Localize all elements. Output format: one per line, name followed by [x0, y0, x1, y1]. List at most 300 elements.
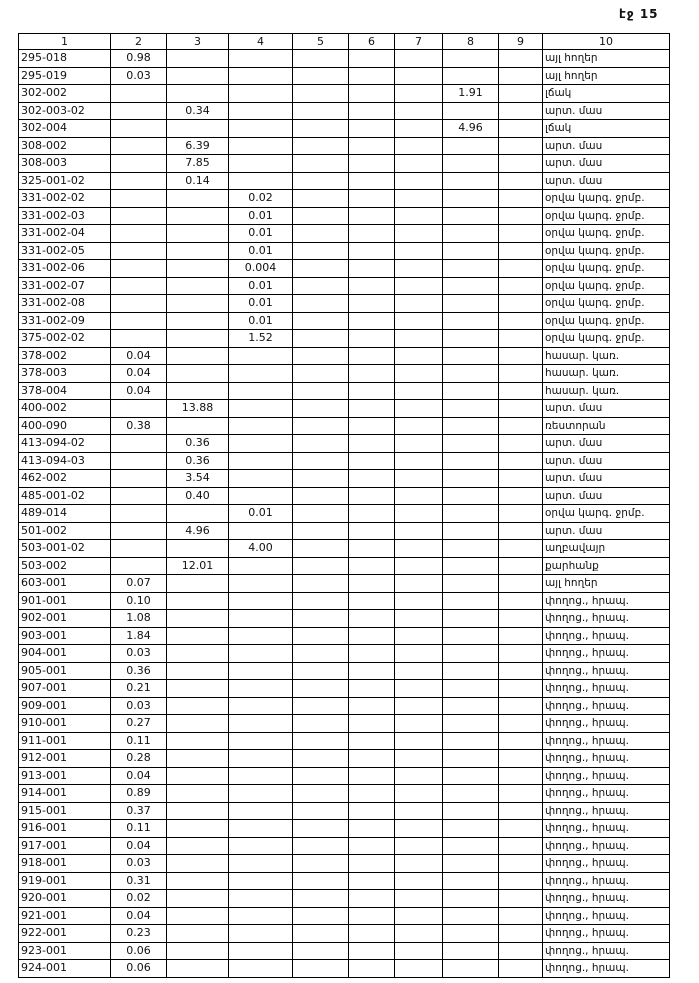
empty-cell-col7: [395, 295, 443, 313]
table-row: [19, 785, 670, 803]
empty-cell-col9: [499, 575, 543, 593]
value-cell-col3: 0.36: [167, 435, 229, 453]
value-cell-col3: [167, 417, 229, 435]
parcel-code-cell: 400-002: [19, 400, 111, 418]
value-cell-col8: [443, 855, 499, 873]
parcel-code-cell: 913-001: [19, 767, 111, 785]
empty-cell-col7: [395, 330, 443, 348]
value-cell-col3: 4.96: [167, 522, 229, 540]
empty-cell-col9: [499, 242, 543, 260]
empty-cell-col9: [499, 260, 543, 278]
table-row: [19, 85, 670, 103]
value-cell-col4: [229, 662, 293, 680]
value-cell-col3: [167, 837, 229, 855]
value-cell-col3: [167, 50, 229, 68]
empty-cell-col6: [349, 242, 395, 260]
parcel-code-cell: 331-002-03: [19, 207, 111, 225]
empty-cell-col7: [395, 120, 443, 138]
value-cell-col2: 0.31: [111, 872, 167, 890]
value-cell-col4: [229, 50, 293, 68]
value-cell-col8: [443, 627, 499, 645]
table-row: [19, 592, 670, 610]
empty-cell-col5: [293, 120, 349, 138]
empty-cell-col6: [349, 907, 395, 925]
value-cell-col2: [111, 277, 167, 295]
value-cell-col4: [229, 400, 293, 418]
value-cell-col8: [443, 715, 499, 733]
value-cell-col4: [229, 890, 293, 908]
value-cell-col3: [167, 890, 229, 908]
table-row: [19, 750, 670, 768]
value-cell-col8: [443, 802, 499, 820]
empty-cell-col9: [499, 557, 543, 575]
table-row: [19, 365, 670, 383]
value-cell-col4: [229, 610, 293, 628]
value-cell-col4: [229, 750, 293, 768]
parcel-code-cell: 302-004: [19, 120, 111, 138]
value-cell-col4: [229, 365, 293, 383]
value-cell-col2: 0.04: [111, 837, 167, 855]
parcel-code-cell: 603-001: [19, 575, 111, 593]
empty-cell-col5: [293, 260, 349, 278]
empty-cell-col5: [293, 680, 349, 698]
land-use-cell: փողոց., հրապ.: [543, 697, 670, 715]
value-cell-col4: 0.01: [229, 312, 293, 330]
empty-cell-col5: [293, 137, 349, 155]
empty-cell-col5: [293, 715, 349, 733]
value-cell-col2: 0.03: [111, 855, 167, 873]
land-use-cell: փողոց., հրապ.: [543, 872, 670, 890]
value-cell-col2: 0.04: [111, 382, 167, 400]
value-cell-col4: [229, 627, 293, 645]
value-cell-col3: [167, 872, 229, 890]
land-ledger-table: [18, 33, 670, 978]
value-cell-col3: [167, 715, 229, 733]
empty-cell-col6: [349, 50, 395, 68]
value-cell-col3: [167, 382, 229, 400]
empty-cell-col5: [293, 295, 349, 313]
value-cell-col2: [111, 207, 167, 225]
empty-cell-col9: [499, 645, 543, 663]
value-cell-col8: [443, 767, 499, 785]
parcel-code-cell: 378-004: [19, 382, 111, 400]
value-cell-col4: [229, 102, 293, 120]
table-row: [19, 452, 670, 470]
parcel-code-cell: 302-002: [19, 85, 111, 103]
empty-cell-col9: [499, 540, 543, 558]
value-cell-col8: [443, 610, 499, 628]
table-row: [19, 50, 670, 68]
empty-cell-col6: [349, 662, 395, 680]
value-cell-col2: 0.04: [111, 365, 167, 383]
empty-cell-col9: [499, 907, 543, 925]
empty-cell-col7: [395, 505, 443, 523]
value-cell-col2: [111, 260, 167, 278]
value-cell-col8: [443, 452, 499, 470]
empty-cell-col9: [499, 330, 543, 348]
value-cell-col8: [443, 260, 499, 278]
value-cell-col8: [443, 732, 499, 750]
parcel-code-cell: 904-001: [19, 645, 111, 663]
empty-cell-col6: [349, 750, 395, 768]
land-use-cell: օրվա կարգ. ջրմբ.: [543, 225, 670, 243]
value-cell-col4: [229, 855, 293, 873]
value-cell-col8: [443, 312, 499, 330]
land-use-cell: օրվա կարգ. ջրմբ.: [543, 295, 670, 313]
empty-cell-col9: [499, 400, 543, 418]
land-use-cell: օրվա կարգ. ջրմբ.: [543, 312, 670, 330]
value-cell-col2: 0.37: [111, 802, 167, 820]
empty-cell-col9: [499, 715, 543, 733]
empty-cell-col7: [395, 207, 443, 225]
value-cell-col2: [111, 242, 167, 260]
empty-cell-col6: [349, 645, 395, 663]
empty-cell-col6: [349, 540, 395, 558]
empty-cell-col5: [293, 505, 349, 523]
empty-cell-col6: [349, 172, 395, 190]
empty-cell-col5: [293, 837, 349, 855]
empty-cell-col6: [349, 680, 395, 698]
land-use-cell: այլ հողեր: [543, 50, 670, 68]
value-cell-col2: [111, 522, 167, 540]
land-use-cell: փողոց., հրապ.: [543, 960, 670, 978]
value-cell-col3: [167, 277, 229, 295]
empty-cell-col5: [293, 155, 349, 173]
empty-cell-col5: [293, 400, 349, 418]
table-row: [19, 557, 670, 575]
land-use-cell: օրվա կարգ. ջրմբ.: [543, 330, 670, 348]
value-cell-col4: [229, 452, 293, 470]
value-cell-col4: [229, 522, 293, 540]
empty-cell-col7: [395, 785, 443, 803]
value-cell-col2: [111, 470, 167, 488]
parcel-code-cell: 325-001-02: [19, 172, 111, 190]
empty-cell-col6: [349, 960, 395, 978]
value-cell-col4: [229, 960, 293, 978]
empty-cell-col9: [499, 417, 543, 435]
empty-cell-col6: [349, 610, 395, 628]
table-row: [19, 67, 670, 85]
value-cell-col2: [111, 312, 167, 330]
table-row: [19, 120, 670, 138]
empty-cell-col5: [293, 470, 349, 488]
empty-cell-col7: [395, 312, 443, 330]
land-use-cell: հասար. կառ.: [543, 382, 670, 400]
table-row: [19, 382, 670, 400]
parcel-code-cell: 921-001: [19, 907, 111, 925]
empty-cell-col7: [395, 680, 443, 698]
empty-cell-col7: [395, 802, 443, 820]
land-use-cell: փողոց., հրապ.: [543, 820, 670, 838]
empty-cell-col5: [293, 942, 349, 960]
value-cell-col8: [443, 155, 499, 173]
parcel-code-cell: 905-001: [19, 662, 111, 680]
land-use-cell: փողոց., հրապ.: [543, 715, 670, 733]
land-use-cell: փողոց., հրապ.: [543, 907, 670, 925]
value-cell-col4: [229, 785, 293, 803]
empty-cell-col5: [293, 697, 349, 715]
value-cell-col8: [443, 750, 499, 768]
table-row: [19, 575, 670, 593]
parcel-code-cell: 375-002-02: [19, 330, 111, 348]
land-use-cell: արտ. մաս: [543, 172, 670, 190]
empty-cell-col7: [395, 400, 443, 418]
land-use-cell: արտ. մաս: [543, 487, 670, 505]
parcel-code-cell: 503-002: [19, 557, 111, 575]
value-cell-col3: [167, 645, 229, 663]
value-cell-col3: [167, 767, 229, 785]
value-cell-col2: 0.07: [111, 575, 167, 593]
empty-cell-col6: [349, 505, 395, 523]
value-cell-col4: [229, 487, 293, 505]
value-cell-col4: [229, 592, 293, 610]
table-row: [19, 330, 670, 348]
value-cell-col8: [443, 225, 499, 243]
empty-cell-col5: [293, 522, 349, 540]
land-use-cell: արտ. մաս: [543, 435, 670, 453]
value-cell-col8: [443, 190, 499, 208]
table-row: [19, 837, 670, 855]
empty-cell-col5: [293, 277, 349, 295]
empty-cell-col9: [499, 85, 543, 103]
land-use-cell: փողոց., հրապ.: [543, 680, 670, 698]
table-row: [19, 872, 670, 890]
table-row: [19, 277, 670, 295]
empty-cell-col6: [349, 627, 395, 645]
empty-cell-col7: [395, 925, 443, 943]
value-cell-col8: [443, 382, 499, 400]
value-cell-col2: 0.11: [111, 732, 167, 750]
empty-cell-col9: [499, 942, 543, 960]
land-use-cell: հասար. կառ.: [543, 365, 670, 383]
empty-cell-col7: [395, 137, 443, 155]
land-use-cell: փողոց., հրապ.: [543, 925, 670, 943]
empty-cell-col9: [499, 662, 543, 680]
empty-cell-col6: [349, 697, 395, 715]
empty-cell-col5: [293, 50, 349, 68]
column-header: 8: [443, 34, 499, 50]
value-cell-col2: 0.04: [111, 907, 167, 925]
value-cell-col3: [167, 627, 229, 645]
land-use-cell: փողոց., հրապ.: [543, 802, 670, 820]
value-cell-col8: [443, 592, 499, 610]
value-cell-col4: 0.004: [229, 260, 293, 278]
empty-cell-col6: [349, 767, 395, 785]
table-row: [19, 435, 670, 453]
value-cell-col4: [229, 347, 293, 365]
empty-cell-col5: [293, 330, 349, 348]
empty-cell-col6: [349, 942, 395, 960]
value-cell-col3: [167, 260, 229, 278]
value-cell-col8: [443, 960, 499, 978]
empty-cell-col5: [293, 732, 349, 750]
parcel-code-cell: 331-002-02: [19, 190, 111, 208]
empty-cell-col9: [499, 225, 543, 243]
value-cell-col2: [111, 172, 167, 190]
value-cell-col8: [443, 662, 499, 680]
value-cell-col8: [443, 820, 499, 838]
parcel-code-cell: 413-094-03: [19, 452, 111, 470]
empty-cell-col7: [395, 190, 443, 208]
land-use-cell: ռեստորան: [543, 417, 670, 435]
empty-cell-col9: [499, 505, 543, 523]
table-row: [19, 960, 670, 978]
value-cell-col3: [167, 347, 229, 365]
empty-cell-col9: [499, 452, 543, 470]
value-cell-col2: 0.03: [111, 645, 167, 663]
empty-cell-col9: [499, 522, 543, 540]
value-cell-col2: 0.04: [111, 767, 167, 785]
empty-cell-col9: [499, 207, 543, 225]
empty-cell-col9: [499, 697, 543, 715]
empty-cell-col9: [499, 365, 543, 383]
value-cell-col3: [167, 242, 229, 260]
value-cell-col2: [111, 85, 167, 103]
value-cell-col8: [443, 785, 499, 803]
value-cell-col3: [167, 312, 229, 330]
value-cell-col2: [111, 452, 167, 470]
value-cell-col2: 0.03: [111, 697, 167, 715]
empty-cell-col5: [293, 872, 349, 890]
empty-cell-col9: [499, 277, 543, 295]
empty-cell-col7: [395, 102, 443, 120]
empty-cell-col9: [499, 487, 543, 505]
empty-cell-col5: [293, 172, 349, 190]
empty-cell-col9: [499, 610, 543, 628]
empty-cell-col9: [499, 470, 543, 488]
value-cell-col8: [443, 890, 499, 908]
column-header: 9: [499, 34, 543, 50]
value-cell-col8: [443, 172, 499, 190]
empty-cell-col5: [293, 417, 349, 435]
parcel-code-cell: 331-002-06: [19, 260, 111, 278]
value-cell-col3: 0.14: [167, 172, 229, 190]
table-row: [19, 260, 670, 278]
empty-cell-col7: [395, 365, 443, 383]
land-use-cell: օրվա կարգ. ջրմբ.: [543, 505, 670, 523]
value-cell-col3: [167, 907, 229, 925]
empty-cell-col9: [499, 190, 543, 208]
empty-cell-col6: [349, 295, 395, 313]
column-header: 10: [543, 34, 670, 50]
value-cell-col2: [111, 505, 167, 523]
empty-cell-col9: [499, 382, 543, 400]
empty-cell-col9: [499, 50, 543, 68]
value-cell-col4: [229, 435, 293, 453]
value-cell-col3: [167, 592, 229, 610]
value-cell-col2: 0.10: [111, 592, 167, 610]
table-row: [19, 347, 670, 365]
table-row: [19, 855, 670, 873]
empty-cell-col6: [349, 137, 395, 155]
value-cell-col4: [229, 120, 293, 138]
table-row: [19, 715, 670, 733]
value-cell-col8: [443, 50, 499, 68]
land-use-cell: արտ. մաս: [543, 470, 670, 488]
table-row: [19, 890, 670, 908]
value-cell-col2: [111, 102, 167, 120]
land-use-cell: հասար. կառ.: [543, 347, 670, 365]
value-cell-col2: 0.28: [111, 750, 167, 768]
value-cell-col4: [229, 67, 293, 85]
table-row: [19, 645, 670, 663]
parcel-code-cell: 915-001: [19, 802, 111, 820]
empty-cell-col7: [395, 435, 443, 453]
value-cell-col4: 0.01: [229, 207, 293, 225]
empty-cell-col7: [395, 277, 443, 295]
value-cell-col2: [111, 190, 167, 208]
empty-cell-col7: [395, 767, 443, 785]
value-cell-col4: [229, 697, 293, 715]
value-cell-col3: [167, 942, 229, 960]
parcel-code-cell: 308-003: [19, 155, 111, 173]
empty-cell-col9: [499, 435, 543, 453]
table-row: [19, 295, 670, 313]
value-cell-col3: 0.40: [167, 487, 229, 505]
value-cell-col3: [167, 85, 229, 103]
value-cell-col8: [443, 347, 499, 365]
value-cell-col8: [443, 487, 499, 505]
column-header: 6: [349, 34, 395, 50]
empty-cell-col5: [293, 207, 349, 225]
parcel-code-cell: 902-001: [19, 610, 111, 628]
empty-cell-col9: [499, 102, 543, 120]
value-cell-col2: 0.36: [111, 662, 167, 680]
empty-cell-col9: [499, 155, 543, 173]
empty-cell-col6: [349, 837, 395, 855]
value-cell-col8: 1.91: [443, 85, 499, 103]
empty-cell-col6: [349, 872, 395, 890]
parcel-code-cell: 907-001: [19, 680, 111, 698]
land-use-cell: փողոց., հրապ.: [543, 890, 670, 908]
column-header: 1: [19, 34, 111, 50]
value-cell-col2: 0.98: [111, 50, 167, 68]
empty-cell-col5: [293, 67, 349, 85]
value-cell-col3: [167, 190, 229, 208]
value-cell-col4: [229, 557, 293, 575]
column-header: 4: [229, 34, 293, 50]
empty-cell-col6: [349, 190, 395, 208]
land-use-cell: լճակ: [543, 85, 670, 103]
column-header: 2: [111, 34, 167, 50]
empty-cell-col6: [349, 575, 395, 593]
empty-cell-col6: [349, 592, 395, 610]
empty-cell-col7: [395, 225, 443, 243]
parcel-code-cell: 924-001: [19, 960, 111, 978]
empty-cell-col5: [293, 592, 349, 610]
empty-cell-col6: [349, 85, 395, 103]
table-row: [19, 610, 670, 628]
value-cell-col3: [167, 225, 229, 243]
table-row: [19, 400, 670, 418]
value-cell-col8: 4.96: [443, 120, 499, 138]
value-cell-col4: 0.01: [229, 277, 293, 295]
land-use-cell: աղբավայր: [543, 540, 670, 558]
value-cell-col8: [443, 435, 499, 453]
value-cell-col8: [443, 680, 499, 698]
value-cell-col8: [443, 400, 499, 418]
empty-cell-col6: [349, 330, 395, 348]
empty-cell-col5: [293, 85, 349, 103]
empty-cell-col6: [349, 452, 395, 470]
value-cell-col3: [167, 540, 229, 558]
empty-cell-col7: [395, 557, 443, 575]
table-row: [19, 820, 670, 838]
land-use-cell: փողոց., հրապ.: [543, 767, 670, 785]
empty-cell-col6: [349, 67, 395, 85]
empty-cell-col9: [499, 295, 543, 313]
empty-cell-col5: [293, 820, 349, 838]
